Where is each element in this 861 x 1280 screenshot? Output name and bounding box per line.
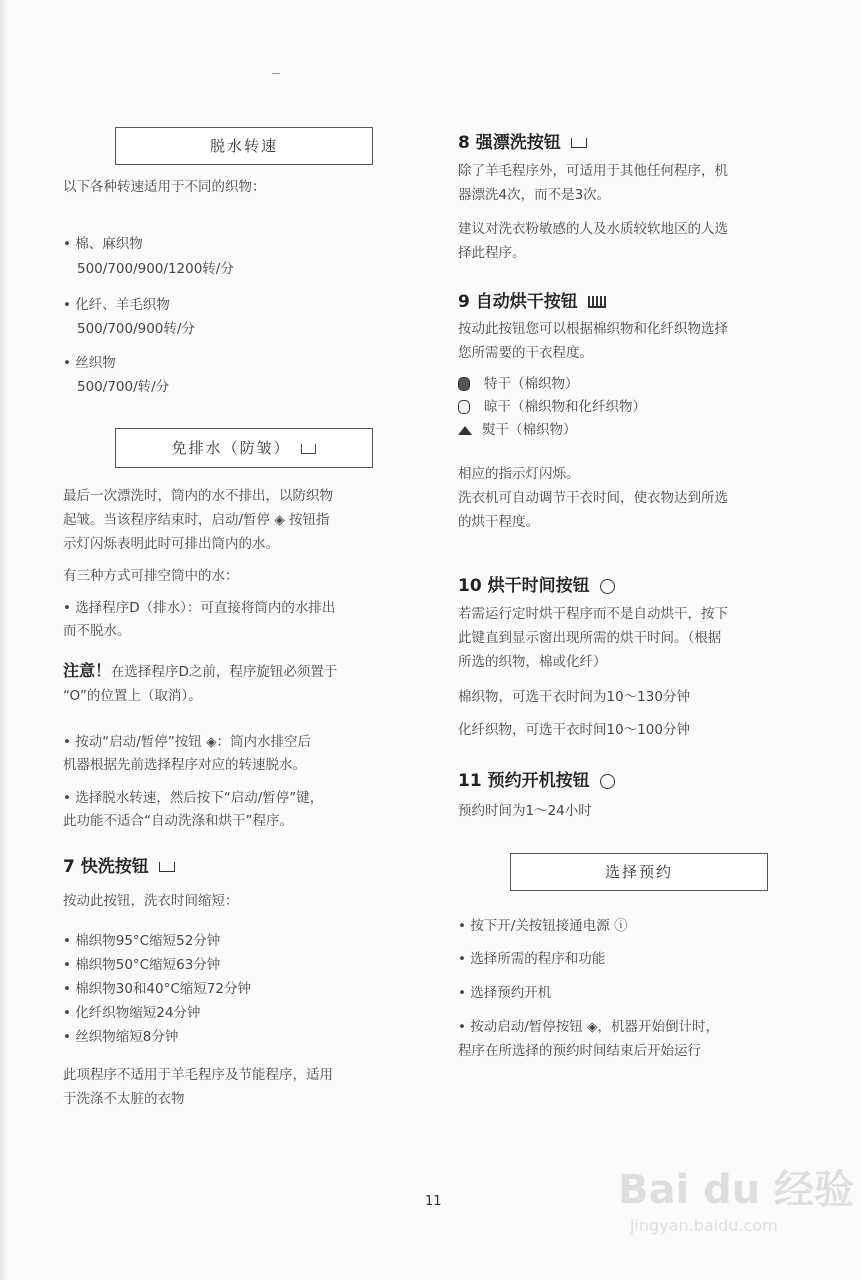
no-drain-text: 最后一次漂洗时，筒内的水不排出，以防织物 (63, 488, 333, 504)
no-drain-text: 起皱。当该程序结束时，启动/暂停 ◈ 按钮指 (63, 512, 330, 528)
note-line (63, 660, 337, 683)
dry-time-cotton: 棉织物，可选干衣时间为10～130分钟 (458, 689, 690, 705)
select-delay-heading: 选择预约 (604, 863, 673, 881)
no-drain-bullet: 而不脱水。 (63, 623, 131, 639)
auto-dry-text: 按动此按钮您可以根据棉织物和化纤织物选择 (458, 321, 728, 337)
dry-time-text: 此键直到显示窗出现所需的烘干时间。（根据 (458, 630, 722, 646)
note-text: 在选择程序D之前，程序旋钮必须置于 (111, 664, 338, 680)
quick-wash-item: • 棉织物95°C缩短52分钟 (63, 933, 221, 949)
delay-step: 程序在所选择的预约时间结束后开始运行 (458, 1043, 701, 1059)
auto-dry-icon (588, 296, 606, 308)
clock-icon (600, 579, 615, 594)
auto-dry-text: 的烘干程度。 (458, 514, 539, 530)
spin-item-name: • 棉、麻织物 (63, 236, 143, 252)
spin-item-speeds: 500/700/900转/分 (77, 321, 195, 337)
no-drain-heading-box (115, 428, 373, 468)
hang-dry-icon (458, 400, 470, 414)
dry-option-label: 特干（棉织物） (484, 376, 579, 392)
dry-time-text: 所选的织物，棉或化纤） (458, 654, 607, 670)
dry-option-label: 晾干（棉织物和化纤织物） (484, 399, 646, 415)
select-delay-heading-box (510, 853, 768, 891)
spin-item-name: • 丝织物 (63, 355, 116, 371)
delay-start-title (458, 766, 615, 791)
note-text: “O”的位置上（取消）。 (63, 688, 202, 704)
watermark (610, 1150, 855, 1250)
no-drain-bullet: • 选择脱水转速，然后按下“启动/暂停”键， (63, 790, 324, 806)
note-label: 注意！ (63, 661, 112, 680)
quick-wash-item: • 棉织物50°C缩短63分钟 (63, 957, 221, 973)
extra-dry-icon (458, 377, 470, 391)
auto-dry-title-text: 9 自动烘干按钮 (458, 292, 578, 312)
delay-step: • 按下开/关按钮接通电源 ⓘ (458, 918, 628, 934)
iron-dry-icon (458, 426, 472, 435)
extra-rinse-text: 除了羊毛程序外，可适用于其他任何程序，机 (458, 163, 728, 179)
extra-rinse-text: 择此程序。 (458, 245, 526, 261)
dry-option (458, 373, 579, 395)
no-drain-heading: 免排水（防皱） (171, 439, 291, 457)
spin-item-speeds: 500/700/900/1200转/分 (77, 261, 234, 277)
page-mark (272, 73, 280, 74)
timer-icon (600, 774, 615, 789)
no-drain-icon (301, 444, 316, 454)
delay-step: • 选择预约开机 (458, 985, 552, 1001)
quick-wash-intro: 按动此按钮，洗衣时间缩短： (63, 893, 239, 909)
auto-dry-title (458, 287, 606, 312)
extra-rinse-icon (571, 138, 587, 148)
watermark-logo: Bai du 经验 (618, 1167, 855, 1213)
auto-dry-text: 相应的指示灯闪烁。 (458, 466, 580, 482)
delay-start-title-text: 11 预约开机按钮 (458, 771, 590, 791)
spin-speed-heading-box (115, 127, 373, 165)
delay-step: • 选择所需的程序和功能 (458, 951, 606, 967)
dry-time-synthetic: 化纤织物，可选干衣时间10～100分钟 (458, 722, 690, 738)
delay-start-text: 预约时间为1～24小时 (458, 803, 592, 819)
page-number: 11 (425, 1194, 442, 1209)
quick-wash-note: 此项程序不适用于羊毛程序及节能程序，适用 (63, 1067, 333, 1083)
quick-wash-title (63, 852, 175, 877)
no-drain-text: 示灯闪烁表明此时可排出筒内的水。 (63, 536, 279, 552)
dry-time-text: 若需运行定时烘干程序而不是自动烘干，按下 (458, 606, 728, 622)
quick-wash-icon (159, 862, 175, 872)
extra-rinse-title (458, 128, 587, 153)
page-edge-shadow (0, 0, 8, 1280)
watermark-url: jingyan.baidu.com (630, 1216, 778, 1235)
quick-wash-title-text: 7 快洗按钮 (63, 857, 149, 877)
quick-wash-item: • 化纤织物缩短24分钟 (63, 1005, 201, 1021)
dry-option (458, 396, 646, 418)
dry-option-label: 熨干（棉织物） (482, 422, 577, 438)
no-drain-bullet: • 选择程序D（排水）：可直接将筒内的水排出 (63, 600, 336, 616)
extra-rinse-text: 器漂洗4次，而不是3次。 (458, 187, 611, 203)
extra-rinse-text: 建议对洗衣粉敏感的人及水质较软地区的人选 (458, 221, 728, 237)
dry-time-title (458, 571, 615, 596)
dry-option (458, 419, 577, 441)
spin-intro: 以下各种转速适用于不同的织物： (63, 179, 266, 195)
no-drain-bullet: 此功能不适合“自动洗涤和烘干”程序。 (63, 813, 293, 829)
spin-item-name: • 化纤、羊毛织物 (63, 297, 170, 313)
extra-rinse-title-text: 8 强漂洗按钮 (458, 133, 561, 153)
quick-wash-note: 于洗涤不太脏的衣物 (63, 1091, 185, 1107)
delay-step: • 按动启动/暂停按钮 ◈，机器开始倒计时， (458, 1019, 719, 1035)
no-drain-bullet: 机器根据先前选择程序对应的转速脱水。 (63, 757, 306, 773)
spin-item-speeds: 500/700/转/分 (77, 379, 170, 395)
auto-dry-text: 您所需要的干衣程度。 (458, 345, 593, 361)
quick-wash-item: • 棉织物30和40°C缩短72分钟 (63, 981, 251, 997)
spin-speed-heading: 脱水转速 (209, 137, 278, 155)
auto-dry-text: 洗衣机可自动调节干衣时间，使衣物达到所选 (458, 490, 728, 506)
no-drain-bullet: • 按动“启动/暂停”按钮 ◈：筒内水排空后 (63, 734, 311, 750)
quick-wash-item: • 丝织物缩短8分钟 (63, 1029, 179, 1045)
dry-time-title-text: 10 烘干时间按钮 (458, 576, 590, 596)
no-drain-ways: 有三种方式可排空筒中的水： (63, 568, 239, 584)
